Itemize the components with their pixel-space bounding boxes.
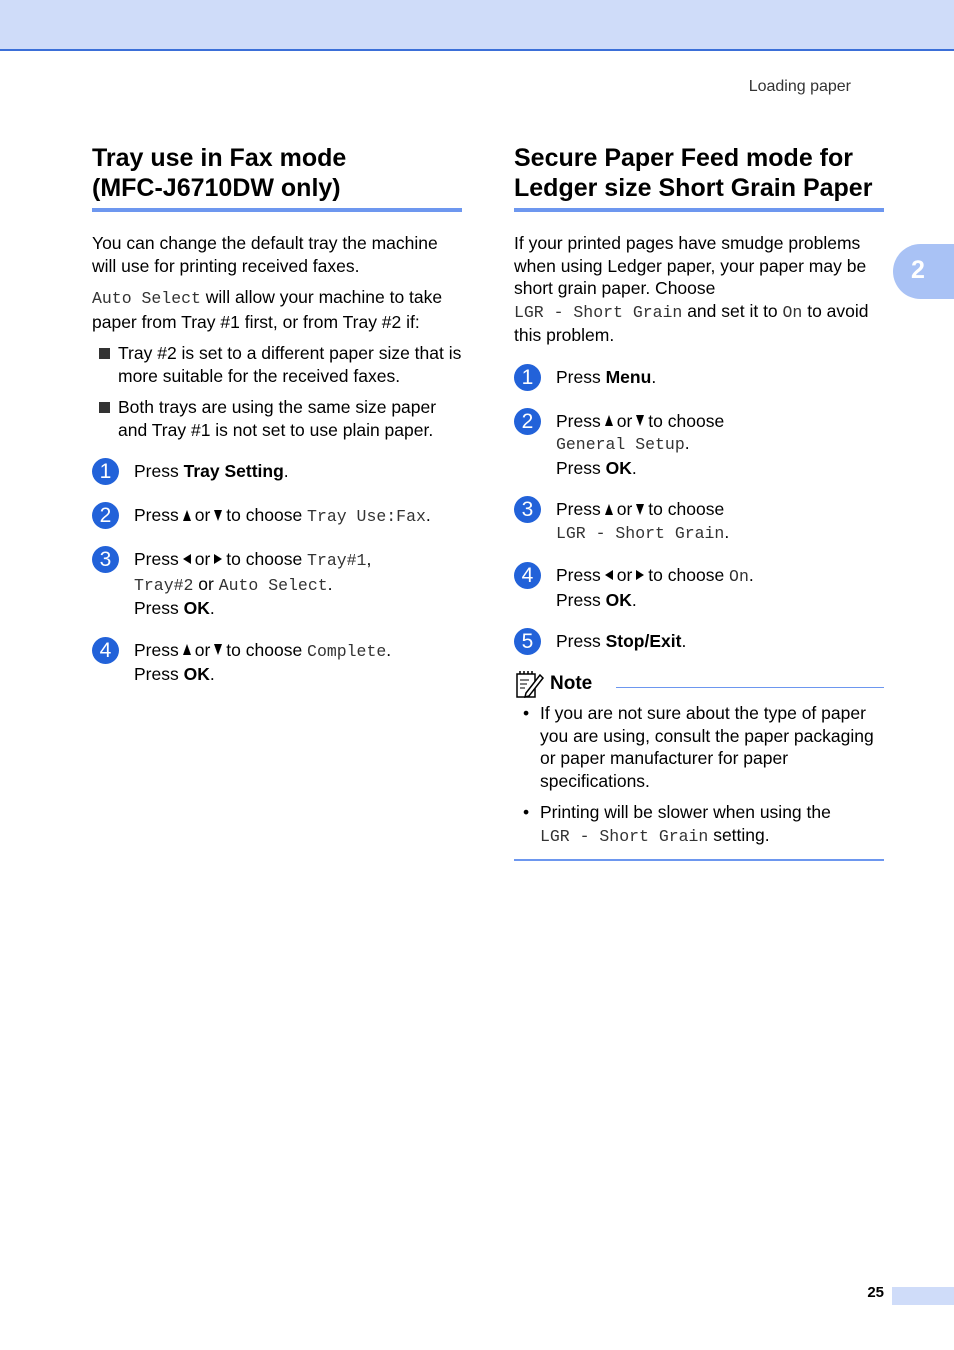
up-arrow-icon <box>605 504 613 515</box>
list-item: Both trays are using the same size paper and Tray #1 is not set to use plain paper. <box>99 396 462 441</box>
up-arrow-icon <box>183 510 191 521</box>
note-title: Note <box>550 673 593 694</box>
bullet-dot-icon: • <box>523 802 530 822</box>
down-arrow-icon <box>636 415 644 426</box>
down-arrow-icon <box>214 644 222 655</box>
step-number-badge: 3 <box>92 546 119 573</box>
step-4: 4 Press or to choose On. Press OK. <box>514 564 884 611</box>
step-number-badge: 2 <box>514 408 541 435</box>
chapter-number: 2 <box>911 256 925 284</box>
step-number-badge: 4 <box>92 637 119 664</box>
left-column <box>92 143 462 686</box>
list-item: • If you are not sure about the type of paper you are using, consult the paper packaging or paper manufacturer for paper specifications. <box>523 703 874 791</box>
list-item: Tray #2 is set to a different paper size that is more suitable for the received faxes. <box>99 342 462 387</box>
step-number-badge: 2 <box>92 502 119 529</box>
square-bullet-icon <box>99 348 110 359</box>
square-bullet-icon <box>99 402 110 413</box>
left-paragraph-2: Auto Select will allow your machine to take paper from Tray #1 first, or from Tray #2 if: <box>92 287 443 332</box>
step-number-badge: 1 <box>92 458 119 485</box>
note-bottom-rule <box>514 859 884 861</box>
step-2: 2 Press or to choose General Setup. Press OK. <box>514 410 884 480</box>
step-number-badge: 3 <box>514 496 541 523</box>
step-number-badge: 4 <box>514 562 541 589</box>
note-rule <box>616 687 884 688</box>
step-4: 4 Press or to choose Complete. Press OK. <box>92 639 462 686</box>
step-1: 1 Press Menu. <box>514 366 884 391</box>
down-arrow-icon <box>636 504 644 515</box>
note-header <box>514 669 884 699</box>
left-section-title: Tray use in Fax mode (MFC-J6710DW only) <box>92 143 462 212</box>
page-number: 25 <box>867 1284 884 1301</box>
right-arrow-icon <box>214 554 222 564</box>
step-5: 5 Press Stop/Exit. <box>514 630 884 655</box>
running-header: Loading paper <box>748 78 851 95</box>
step-3: 3 Press or to choose LGR - Short Grain. <box>514 498 884 545</box>
step-2: 2 Press or to choose Tray Use:Fax. <box>92 504 462 529</box>
footer-bar <box>892 1287 954 1305</box>
right-column <box>514 143 884 861</box>
notepad-icon <box>514 669 544 699</box>
chapter-tab <box>893 244 954 299</box>
step-3: 3 Press or to choose Tray#1, Tray#2 or Auto Select. Press OK. <box>92 548 462 620</box>
up-arrow-icon <box>605 415 613 426</box>
left-intro: You can change the default tray the machine will use for printing received faxes. <box>92 233 438 276</box>
step-1: 1 Press Tray Setting. <box>92 460 462 485</box>
bullet-dot-icon: • <box>523 703 530 723</box>
left-arrow-icon <box>605 570 613 580</box>
left-arrow-icon <box>183 554 191 564</box>
right-arrow-icon <box>636 570 644 580</box>
down-arrow-icon <box>214 510 222 521</box>
right-intro: If your printed pages have smudge problems when using Ledger paper, your paper may be short grain paper. Choose LGR - Short Grain and set it to On to avoid this problem. <box>514 233 869 345</box>
step-number-badge: 5 <box>514 628 541 655</box>
right-section-title: Secure Paper Feed mode for Ledger size Short Grain Paper <box>514 143 884 212</box>
list-item: • Printing will be slower when using the LGR - Short Grain setting. <box>523 801 884 848</box>
up-arrow-icon <box>183 644 191 655</box>
top-banner <box>0 0 954 51</box>
step-number-badge: 1 <box>514 364 541 391</box>
